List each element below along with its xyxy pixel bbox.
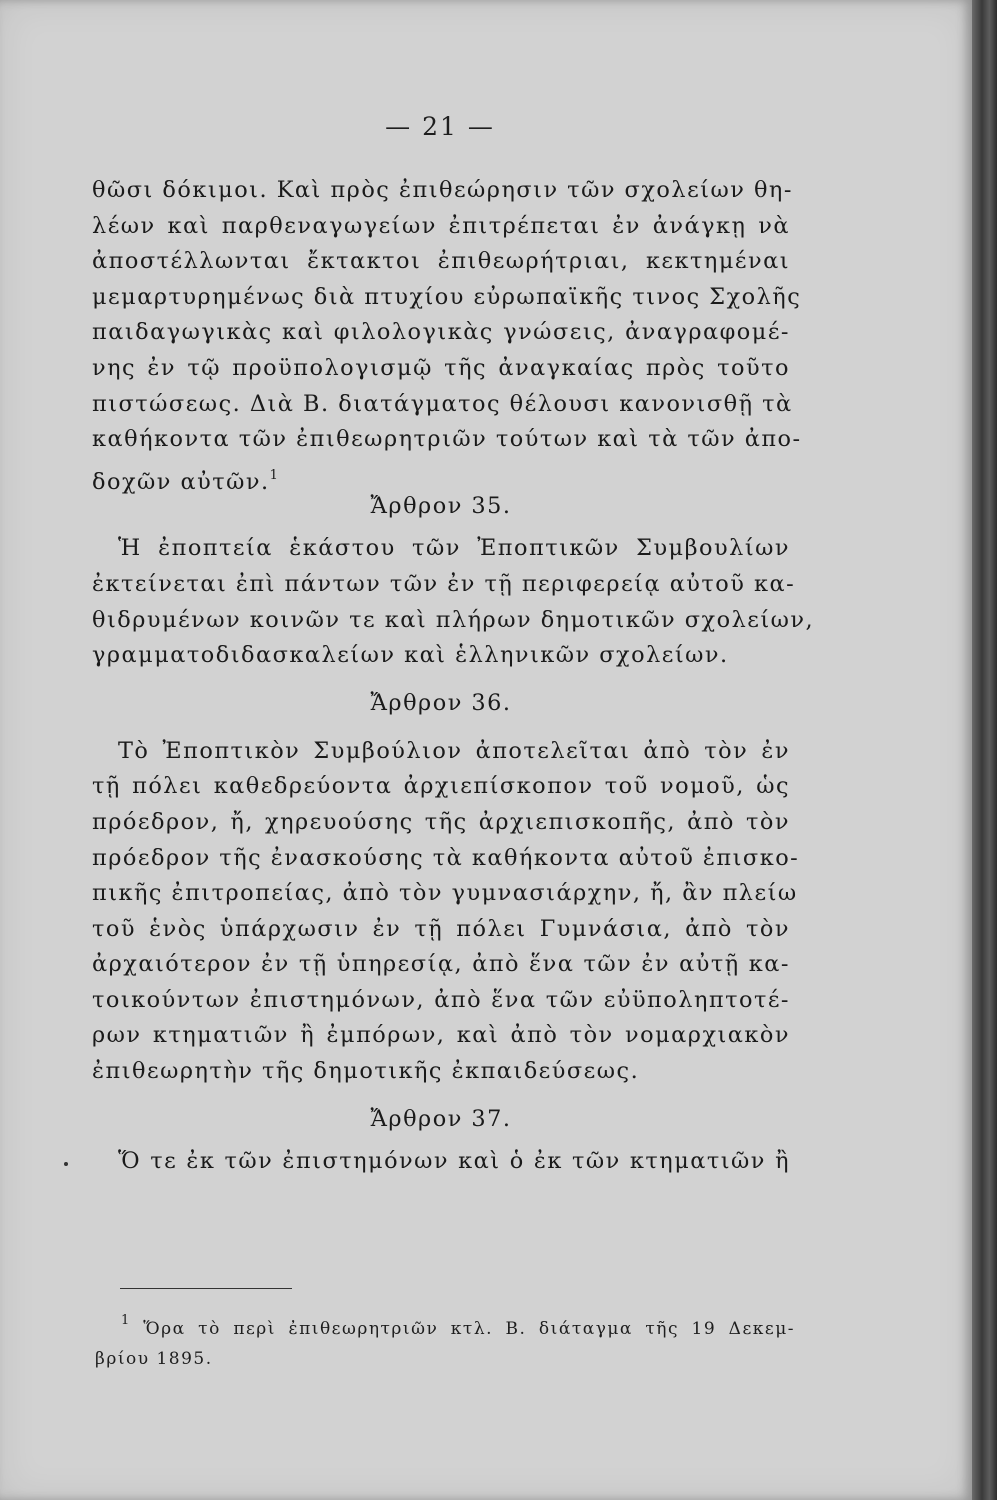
text-line: Ὅ τε ἐκ τῶν ἐπιστημόνων καὶ ὁ ἐκ τῶν κτηματιῶν ἢ: [118, 1147, 790, 1174]
text-line: Ἡ ἐποπτεία ἑκάστου τῶν Ἐποπτικῶν Συμβουλίων: [118, 535, 790, 562]
text-line: λέων καὶ παρθεναγωγείων ἐπιτρέπεται ἐν ἀνάγκῃ νὰ: [92, 212, 790, 239]
text-line: ἐπιθεωρητὴν τῆς δημοτικῆς ἐκπαιδεύσεως.: [92, 1058, 640, 1085]
article-heading-35: Ἄρθρον 35.: [370, 493, 512, 520]
footnote-line: βρίου 1895.: [95, 1349, 213, 1369]
page-number: — 21 —: [385, 112, 495, 141]
book-spine-edge: [972, 0, 997, 1500]
text-line: ἀρχαιότερον ἐν τῇ ὑπηρεσίᾳ, ἀπὸ ἕνα τῶν ἐν αὐτῇ κα-: [92, 951, 790, 978]
text-line: παιδαγωγικὰς καὶ φιλολογικὰς γνώσεις, ἀναγραφομέ-: [92, 319, 790, 346]
text-line: καθήκοντα τῶν ἐπιθεωρητριῶν τούτων καὶ τὰ τῶν ἀπο-: [92, 426, 802, 453]
text-line: μεμαρτυρημένως διὰ πτυχίου εὐρωπαϊκῆς τινος Σχολῆς: [92, 283, 802, 310]
text-line: τοῦ ἑνὸς ὑπάρχωσιν ἐν τῇ πόλει Γυμνάσια, ἀπὸ τὸν: [92, 915, 790, 942]
text-line: τοικούντων ἐπιστημόνων, ἀπὸ ἕνα τῶν εὐϋποληπτοτέ-: [92, 986, 790, 1013]
footnote-number: 1: [121, 1313, 131, 1328]
article-heading-37: Ἄρθρον 37.: [370, 1105, 512, 1132]
text-line: τῇ πόλει καθεδρεύοντα ἀρχιεπίσκοπον τοῦ νομοῦ, ὡς: [92, 773, 790, 800]
footnote-line: [95, 1306, 795, 1344]
text-line: πικῆς ἐπιτροπείας, ἀπὸ τὸν γυμνασιάρχην, ἤ, ἂν πλείω: [92, 880, 798, 907]
footnote: [95, 1306, 795, 1374]
text-line: νης ἐν τῷ προϋπολογισμῷ τῆς ἀναγκαίας πρὸς τοῦτο: [92, 354, 790, 381]
text-line: ἐκτείνεται ἐπὶ πάντων τῶν ἐν τῇ περιφερείᾳ αὐτοῦ κα-: [92, 570, 796, 597]
text-line: πιστώσεως. Διὰ Β. διατάγματος θέλουσι κανονισθῇ τὰ: [92, 390, 793, 417]
footnote-text: Ὅρα τὸ περὶ ἐπιθεωρητριῶν κτλ. Β. διάταγμα τῆς 19 Δεκεμ-: [143, 1319, 795, 1339]
text-line: θῶσι δόκιμοι. Καὶ πρὸς ἐπιθεώρησιν τῶν σχολείων θη-: [92, 177, 793, 203]
text-line: Τὸ Ἐποπτικὸν Συμβούλιον ἀποτελεῖται ἀπὸ τὸν ἐν: [118, 737, 790, 764]
body-text: [92, 173, 815, 1179]
text-line-end: δοχῶν αὐτῶν.: [92, 468, 270, 495]
text-line: θιδρυμένων κοινῶν τε καὶ πλήρων δημοτικῶν σχολείων,: [92, 606, 815, 633]
footnote-marker: 1: [269, 467, 280, 483]
ink-speck: [64, 1162, 68, 1166]
text-line: ἀποστέλλωνται ἔκτακτοι ἐπιθεωρήτριαι, κεκτημέναι: [92, 248, 790, 275]
text-line: πρόεδρον, ἤ, χηρευούσης τῆς ἀρχιεπισκοπῆς, ἀπὸ τὸν: [92, 808, 790, 835]
text-line: γραμματοδιδασκαλείων καὶ ἑλληνικῶν σχολείων.: [92, 642, 729, 669]
footnote-rule: [120, 1288, 292, 1289]
article-heading-36: Ἄρθρον 36.: [370, 689, 512, 716]
text-line: ρων κτηματιῶν ἢ ἐμπόρων, καὶ ἀπὸ τὸν νομαρχιακὸν: [92, 1022, 790, 1049]
text-line: [92, 458, 790, 494]
text-line: πρόεδρον τῆς ἐνασκούσης τὰ καθήκοντα αὐτοῦ ἐπισκο-: [92, 844, 800, 871]
